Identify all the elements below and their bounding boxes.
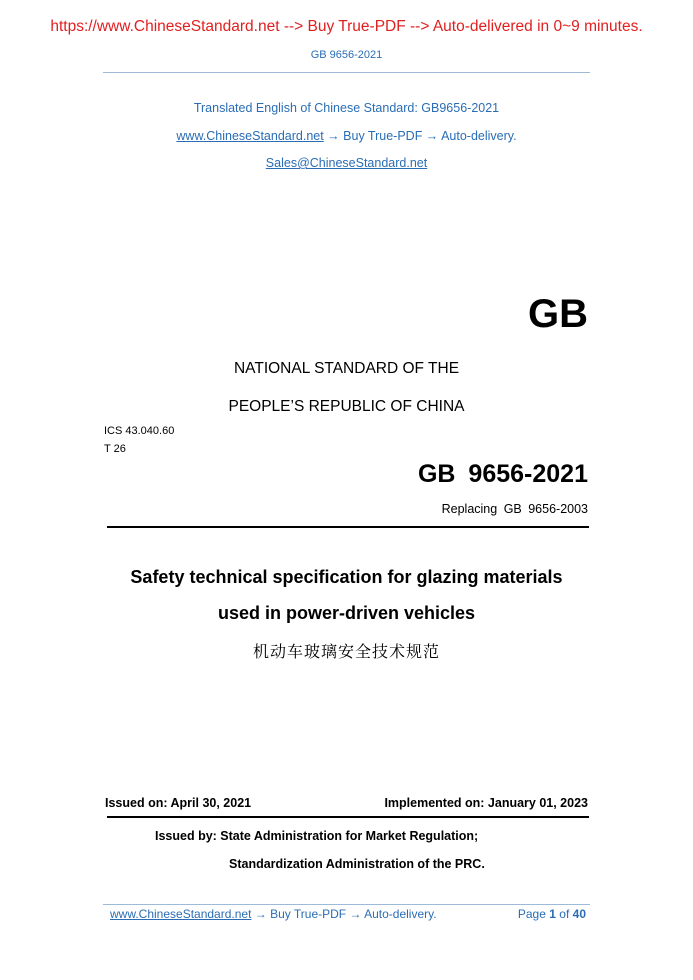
footer-purchase-text: → Buy True-PDF → Auto-delivery. [251,907,437,921]
ics-code: ICS 43.040.60 [104,425,175,437]
header-divider [103,72,590,73]
standard-number: GB 9656-2021 [417,460,588,488]
page-indicator [518,907,586,921]
site-link[interactable]: www.ChineseStandard.net [176,129,324,143]
footer-divider [103,904,590,905]
implemented-date: Implemented on: January 01, 2023 [384,796,588,810]
purchase-text: → Buy True-PDF → Auto-delivery. [323,129,517,143]
replacing-note: Replacing GB 9656-2003 [441,502,588,516]
gb-logo: GB [528,292,588,336]
date-divider [107,816,589,818]
top-banner-link[interactable]: https://www.ChineseStandard.net --> Buy True-PDF --> Auto-delivered in 0~9 minutes. [50,18,643,35]
of-label: of [559,907,570,921]
national-standard-line2: PEOPLE’S REPUBLIC OF CHINA [228,398,465,415]
title-divider [107,526,589,528]
page-label: Page [517,907,546,921]
sales-email-link[interactable]: Sales@ChineseStandard.net [265,156,428,170]
translated-notice: Translated English of Chinese Standard: GB9656-2021 [193,101,500,115]
issued-date: Issued on: April 30, 2021 [105,796,252,810]
document-title-line2: used in power-driven vehicles [217,603,476,623]
issued-by-line2: Standardization Administration of the PRC. [229,857,485,871]
national-standard-line1: NATIONAL STANDARD OF THE [233,360,460,377]
footer-purchase-line [110,907,437,921]
document-title-line1: Safety technical specification for glazing materials [130,567,563,587]
header-standard-code: GB 9656-2021 [310,49,383,61]
t-code: T 26 [104,443,126,455]
sales-line [0,156,693,170]
page-total: 40 [572,907,586,921]
document-title-chinese: 机动车玻璃安全技术规范 [252,642,440,661]
issued-by-line1: Issued by: State Administration for Market Regulation; [155,829,479,843]
purchase-line [0,129,693,143]
page-number: 1 [549,907,556,921]
footer-site-link[interactable]: www.ChineseStandard.net [110,907,252,921]
